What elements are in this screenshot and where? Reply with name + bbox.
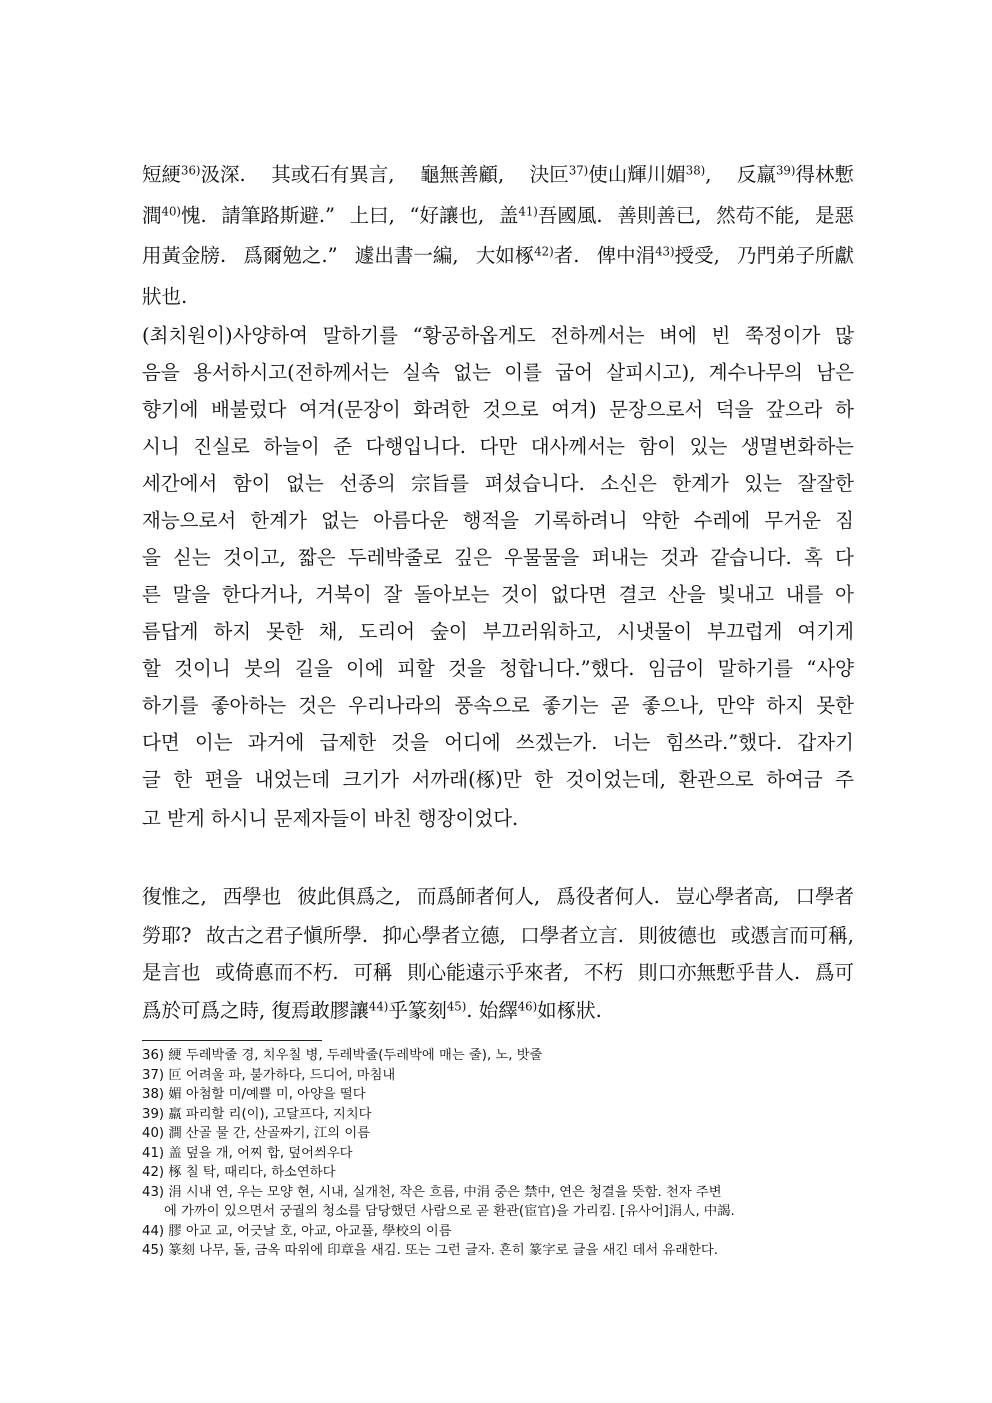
hanmun-line: 是言也 或倚悳而不朽. 可稱 則心能遠示乎來者, 不朽 則口亦無慙乎昔人. 爲可 <box>142 961 854 984</box>
hanmun-line: 用黃金牓. 爲爾勉之.” 遽出書一編, 大如椓$^{42)}$者. 俾中涓$^{43)}$授受, 乃門弟子所獻 <box>142 244 854 267</box>
footnote: 43) 涓 시내 연, 우는 모양 현, 시내, 실개천, 작은 흐름, 中涓 중은 禁中, 연은 청결을 뜻함. 천자 주변 <box>142 1185 722 1200</box>
footnote: 44) 膠 아교 교, 어긋날 호, 아교, 아교풀, 學校의 이름 <box>142 1224 452 1239</box>
translation-line: 재능으로서 한계가 없는 아름다운 행적을 기록하려니 약한 수레에 무거운 짐 <box>142 509 854 532</box>
translation-line: 고 받게 하시니 문제자들이 바친 행장이었다. <box>142 807 519 830</box>
hanmun-line: 澗$^{40)}$愧. 請筆路斯避.” 上曰, “好讓也, 盖$^{41)}$吾國風. 善則善已, 然苟不能, 是惡 <box>142 204 854 227</box>
footnote-continuation: 에 가까이 있으면서 궁궐의 청소를 담당했던 사람으로 곧 환관(宦官)을 가리킴. [유사어]涓人, 中謁. <box>164 1204 735 1219</box>
footnote: 40) 澗 산골 물 간, 산골짜기, 江의 이름 <box>142 1126 371 1141</box>
translation-line: 세간에서 함이 없는 선종의 宗旨를 펴셨습니다. 소신은 한계가 있는 잘잘한 <box>142 472 854 495</box>
translation-line: 다면 이는 과거에 급제한 것을 어디에 쓰겠는가. 너는 힘쓰라.”했다. 갑자기 <box>142 731 854 754</box>
footnote: 38) 媚 아첨할 미/예쁠 미, 아양을 떨다 <box>142 1087 366 1102</box>
translation-line: 음을 용서하시고(전하께서는 실속 없는 이를 굽어 살피시고), 계수나무의 남은 <box>142 361 854 384</box>
translation-line: 할 것이니 붓의 길을 이에 피할 것을 청합니다.”했다. 임금이 말하기를 “사양 <box>142 657 854 680</box>
translation-line: 름답게 하지 못한 채, 도리어 숲이 부끄러워하고, 시냇물이 부끄럽게 여기게 <box>142 620 854 643</box>
translation-line: 하기를 좋아하는 것은 우리나라의 풍속으로 좋기는 곧 좋으나, 만약 하지 못한 <box>142 694 854 717</box>
translation-line: 향기에 배불렀다 여겨(문장이 화려한 것으로 여겨) 문장으로서 덕을 갚으라 하 <box>142 398 854 421</box>
translation-line: 른 말을 한다거나, 거북이 잘 돌아보는 것이 없다면 결코 산을 빛내고 내를 아 <box>142 583 854 606</box>
hanmun-line: 勞耶? 故古之君子愼所學. 抑心學者立德, 口學者立言. 則彼德也 或憑言而可稱, <box>142 924 854 947</box>
translation-line: (최치원이)사양하여 말하기를 “황공하옵게도 전하께서는 벼에 빈 쭉정이가 많 <box>142 324 854 347</box>
hanmun-line: 復惟之, 西學也 彼此俱爲之, 而爲師者何人, 爲役者何人. 豈心學者高, 口學者 <box>142 885 854 908</box>
footnote: 41) 盖 덮을 개, 어찌 합, 덮어씌우다 <box>142 1146 353 1161</box>
translation-line: 을 싣는 것이고, 짧은 두레박줄로 깊은 우물물을 퍼내는 것과 같습니다. 혹 다 <box>142 546 854 569</box>
footnote: 36) 綆 두레박줄 경, 치우칠 병, 두레박줄(두레박에 매는 줄), 노, 밧줄 <box>142 1048 543 1063</box>
footnote-separator <box>142 1040 322 1041</box>
footnote: 45) 篆刻 나무, 돌, 금옥 따위에 印章을 새김. 또는 그런 글자. 흔히 篆字로 글을 새긴 데서 유래한다. <box>142 1243 718 1258</box>
hanmun-line: 爲於可爲之時, 復焉敢膠讓$^{44)}$乎篆刻$^{45)}$. 始繹$^{46)}$如椓狀. <box>142 999 602 1022</box>
hanmun-line: 短綆$^{36)}$汲深. 其或石有異言, 龜無善顧, 決叵$^{37)}$使山輝川媚$^{38)}$, 反羸$^{39)}$得林慙 <box>142 163 854 186</box>
hanmun-line: 狀也. <box>142 285 188 308</box>
footnote: 37) 叵 어려울 파, 불가하다, 드디어, 마침내 <box>142 1068 396 1083</box>
footnote: 42) 椓 칠 탁, 때리다, 하소연하다 <box>142 1165 336 1180</box>
translation-line: 글 한 편을 내었는데 크기가 서까래(椓)만 한 것이었는데, 환관으로 하여금 주 <box>142 768 854 791</box>
translation-line: 시니 진실로 하늘이 준 다행입니다. 다만 대사께서는 함이 있는 생멸변화하는 <box>142 435 854 458</box>
footnote: 39) 羸 파리할 리(이), 고달프다, 지치다 <box>142 1107 372 1122</box>
